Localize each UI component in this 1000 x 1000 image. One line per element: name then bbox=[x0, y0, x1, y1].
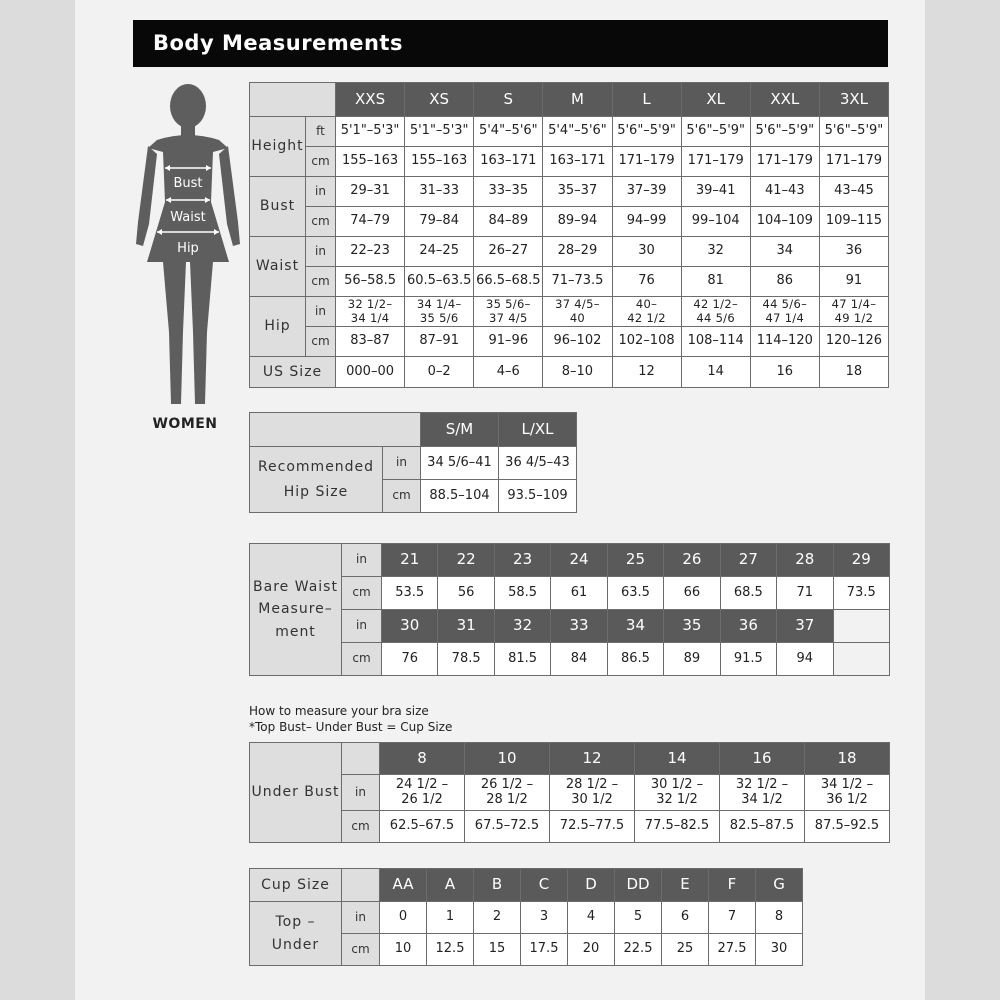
waist-value: 84 bbox=[551, 643, 607, 676]
page-title: Body Measurements bbox=[133, 20, 888, 67]
size-value: 12 bbox=[612, 357, 681, 388]
waist-value: 58.5 bbox=[494, 577, 550, 610]
size-value: 108–114 bbox=[681, 327, 750, 357]
size-row bbox=[250, 267, 889, 297]
size-value: 86 bbox=[750, 267, 819, 297]
hip-row bbox=[250, 447, 577, 480]
waist-value: 71 bbox=[777, 577, 833, 610]
waist-value: 26 bbox=[664, 544, 720, 577]
size-row-label: Bust bbox=[250, 177, 306, 237]
waist-value: 81.5 bbox=[494, 643, 550, 676]
size-value: 171–179 bbox=[819, 147, 888, 177]
size-value: 40– 42 1/2 bbox=[612, 297, 681, 327]
size-value: 34 bbox=[750, 237, 819, 267]
waist-row-label bbox=[250, 544, 342, 676]
size-row-label: US Size bbox=[250, 357, 336, 388]
size-value: 24–25 bbox=[405, 237, 474, 267]
size-value: 66.5–68.5 bbox=[474, 267, 543, 297]
waist-value: 86.5 bbox=[607, 643, 663, 676]
size-value: 104–109 bbox=[750, 207, 819, 237]
cup-size-table bbox=[249, 868, 803, 966]
size-header-m: M bbox=[543, 83, 612, 117]
cup-value: 1 bbox=[427, 902, 474, 934]
size-value: 31–33 bbox=[405, 177, 474, 207]
waist-value: 91.5 bbox=[720, 643, 776, 676]
size-value: 79–84 bbox=[405, 207, 474, 237]
waist-value: 63.5 bbox=[607, 577, 663, 610]
hip-header-blank bbox=[250, 413, 421, 447]
waist-value: 89 bbox=[664, 643, 720, 676]
unit-label: in bbox=[383, 447, 421, 480]
size-value: 114–120 bbox=[750, 327, 819, 357]
size-value: 18 bbox=[819, 357, 888, 388]
waist-row bbox=[250, 577, 890, 610]
unit-label: in bbox=[306, 297, 336, 327]
waist-row bbox=[250, 643, 890, 676]
under-bust-value: 30 1/2 – 32 1/2 bbox=[635, 775, 720, 811]
waist-label-line: Bare Waist bbox=[253, 579, 338, 596]
size-value: 89–94 bbox=[543, 207, 612, 237]
women-caption: WOMEN bbox=[152, 416, 218, 432]
waist-value: 28 bbox=[777, 544, 833, 577]
cup-value: 7 bbox=[709, 902, 756, 934]
waist-value: 21 bbox=[382, 544, 438, 577]
under-bust-value: 77.5–82.5 bbox=[635, 811, 720, 843]
top-under-line2: Under bbox=[271, 936, 320, 953]
hip-label-line1: Recommended bbox=[257, 459, 375, 476]
size-value: 120–126 bbox=[819, 327, 888, 357]
waist-value: 73.5 bbox=[833, 577, 890, 610]
waist-value: 23 bbox=[494, 544, 550, 577]
size-value: 56–58.5 bbox=[336, 267, 405, 297]
size-value: 5'1"–5'3" bbox=[336, 117, 405, 147]
size-value: 163–171 bbox=[474, 147, 543, 177]
hip-header-l-xl: L/XL bbox=[499, 413, 577, 447]
size-value: 5'6"–5'9" bbox=[681, 117, 750, 147]
size-header-row bbox=[250, 83, 889, 117]
size-row bbox=[250, 147, 889, 177]
size-value: 171–179 bbox=[750, 147, 819, 177]
women-body-figure-icon bbox=[133, 82, 243, 412]
size-value: 171–179 bbox=[612, 147, 681, 177]
cup-row bbox=[250, 902, 803, 934]
bra-size-note bbox=[249, 703, 452, 735]
cup-dd: DD bbox=[615, 869, 662, 902]
size-value: 8–10 bbox=[543, 357, 612, 388]
cup-value: 5 bbox=[615, 902, 662, 934]
hip-value: 93.5–109 bbox=[499, 480, 577, 513]
size-value: 36 bbox=[819, 237, 888, 267]
cup-value: 12.5 bbox=[427, 934, 474, 966]
size-row-label: Hip bbox=[250, 297, 306, 357]
under-bust-value: 32 1/2 – 34 1/2 bbox=[720, 775, 805, 811]
unit-label: cm bbox=[342, 811, 380, 843]
under-bust-size-12: 12 bbox=[550, 743, 635, 775]
waist-value: 78.5 bbox=[438, 643, 494, 676]
cup-value: 8 bbox=[756, 902, 803, 934]
unit-label: cm bbox=[342, 577, 382, 610]
waist-label: Waist bbox=[170, 210, 206, 225]
cup-value: 4 bbox=[568, 902, 615, 934]
size-value: 5'6"–5'9" bbox=[612, 117, 681, 147]
size-value: 74–79 bbox=[336, 207, 405, 237]
size-value: 32 1/2– 34 1/4 bbox=[336, 297, 405, 327]
cup-value: 6 bbox=[662, 902, 709, 934]
under-bust-value: 82.5–87.5 bbox=[720, 811, 805, 843]
size-value: 37 4/5– 40 bbox=[543, 297, 612, 327]
size-row-label: Waist bbox=[250, 237, 306, 297]
top-under-line1: Top – bbox=[275, 914, 316, 931]
cup-d: D bbox=[568, 869, 615, 902]
size-value: 155–163 bbox=[405, 147, 474, 177]
size-table bbox=[249, 82, 889, 388]
size-value: 16 bbox=[750, 357, 819, 388]
size-value: 35–37 bbox=[543, 177, 612, 207]
cup-a: A bbox=[427, 869, 474, 902]
size-row bbox=[250, 207, 889, 237]
under-bust-table bbox=[249, 742, 890, 843]
size-value: 26–27 bbox=[474, 237, 543, 267]
waist-value: 24 bbox=[551, 544, 607, 577]
cup-header-blank bbox=[342, 869, 380, 902]
waist-row bbox=[250, 544, 890, 577]
size-header-xxs: XXS bbox=[336, 83, 405, 117]
waist-value: 66 bbox=[664, 577, 720, 610]
unit-label: cm bbox=[383, 480, 421, 513]
cup-value: 25 bbox=[662, 934, 709, 966]
size-header-3xl: 3XL bbox=[819, 83, 888, 117]
size-value: 4–6 bbox=[474, 357, 543, 388]
hip-label-line2: Hip Size bbox=[283, 483, 349, 500]
waist-value: 30 bbox=[382, 610, 438, 643]
size-value: 171–179 bbox=[681, 147, 750, 177]
unit-label: in bbox=[342, 610, 382, 643]
cup-value: 22.5 bbox=[615, 934, 662, 966]
cup-value: 10 bbox=[380, 934, 427, 966]
top-under-label bbox=[250, 902, 342, 966]
under-bust-size-14: 14 bbox=[635, 743, 720, 775]
size-header-l: L bbox=[612, 83, 681, 117]
cup-f: F bbox=[709, 869, 756, 902]
size-row bbox=[250, 327, 889, 357]
under-bust-value: 24 1/2 – 26 1/2 bbox=[380, 775, 465, 811]
under-bust-value: 87.5–92.5 bbox=[805, 811, 890, 843]
size-header-xs: XS bbox=[405, 83, 474, 117]
size-row bbox=[250, 237, 889, 267]
hip-header-s-m: S/M bbox=[421, 413, 499, 447]
bra-note-line2: *Top Bust– Under Bust = Cup Size bbox=[249, 720, 453, 734]
cup-value: 20 bbox=[568, 934, 615, 966]
size-value: 94–99 bbox=[612, 207, 681, 237]
cup-c: C bbox=[521, 869, 568, 902]
waist-value: 94 bbox=[777, 643, 833, 676]
cup-value: 0 bbox=[380, 902, 427, 934]
waist-value: 31 bbox=[438, 610, 494, 643]
size-value: 91–96 bbox=[474, 327, 543, 357]
cup-value: 17.5 bbox=[521, 934, 568, 966]
size-value: 000–00 bbox=[336, 357, 405, 388]
size-value: 5'4"–5'6" bbox=[474, 117, 543, 147]
size-row bbox=[250, 357, 889, 388]
size-value: 32 bbox=[681, 237, 750, 267]
bra-note-line1: How to measure your bra size bbox=[249, 704, 429, 718]
size-value: 99–104 bbox=[681, 207, 750, 237]
size-value: 35 5/6– 37 4/5 bbox=[474, 297, 543, 327]
size-value: 163–171 bbox=[543, 147, 612, 177]
waist-value: 56 bbox=[438, 577, 494, 610]
size-value: 42 1/2– 44 5/6 bbox=[681, 297, 750, 327]
cup-size-label: Cup Size bbox=[250, 869, 342, 902]
size-header-blank bbox=[250, 83, 336, 117]
under-bust-header-row bbox=[250, 743, 890, 775]
hip-value: 34 5/6–41 bbox=[421, 447, 499, 480]
size-value: 28–29 bbox=[543, 237, 612, 267]
unit-label: cm bbox=[342, 934, 380, 966]
size-value: 91 bbox=[819, 267, 888, 297]
under-bust-value: 72.5–77.5 bbox=[550, 811, 635, 843]
size-header-xxl: XXL bbox=[750, 83, 819, 117]
size-value: 87–91 bbox=[405, 327, 474, 357]
under-bust-value: 28 1/2 – 30 1/2 bbox=[550, 775, 635, 811]
size-value: 0–2 bbox=[405, 357, 474, 388]
size-value: 41–43 bbox=[750, 177, 819, 207]
under-bust-size-16: 16 bbox=[720, 743, 805, 775]
size-header-xl: XL bbox=[681, 83, 750, 117]
size-header-s: S bbox=[474, 83, 543, 117]
under-bust-header-blank bbox=[342, 743, 380, 775]
waist-value: 36 bbox=[720, 610, 776, 643]
size-value: 81 bbox=[681, 267, 750, 297]
size-value: 22–23 bbox=[336, 237, 405, 267]
size-row-label: Height bbox=[250, 117, 306, 177]
cup-value: 30 bbox=[756, 934, 803, 966]
empty-cell bbox=[833, 643, 890, 676]
size-value: 14 bbox=[681, 357, 750, 388]
cup-value: 27.5 bbox=[709, 934, 756, 966]
under-bust-value: 34 1/2 – 36 1/2 bbox=[805, 775, 890, 811]
bare-waist-table bbox=[249, 543, 890, 676]
size-value: 84–89 bbox=[474, 207, 543, 237]
bust-label: Bust bbox=[173, 176, 203, 191]
cup-value: 3 bbox=[521, 902, 568, 934]
size-value: 30 bbox=[612, 237, 681, 267]
size-value: 109–115 bbox=[819, 207, 888, 237]
waist-label-line: ment bbox=[275, 623, 316, 640]
cup-header-row bbox=[250, 869, 803, 902]
size-value: 5'4"–5'6" bbox=[543, 117, 612, 147]
unit-label: in bbox=[342, 775, 380, 811]
cup-b: B bbox=[474, 869, 521, 902]
unit-label: cm bbox=[306, 147, 336, 177]
size-value: 96–102 bbox=[543, 327, 612, 357]
waist-row bbox=[250, 610, 890, 643]
hip-header-row bbox=[250, 413, 577, 447]
waist-value: 61 bbox=[551, 577, 607, 610]
hip-value: 88.5–104 bbox=[421, 480, 499, 513]
under-bust-size-10: 10 bbox=[465, 743, 550, 775]
unit-label: cm bbox=[306, 327, 336, 357]
unit-label: in bbox=[306, 237, 336, 267]
unit-label: cm bbox=[306, 207, 336, 237]
size-value: 44 5/6– 47 1/4 bbox=[750, 297, 819, 327]
waist-value: 32 bbox=[494, 610, 550, 643]
unit-label: cm bbox=[306, 267, 336, 297]
cup-e: E bbox=[662, 869, 709, 902]
cup-value: 2 bbox=[474, 902, 521, 934]
cup-aa: AA bbox=[380, 869, 427, 902]
under-bust-row bbox=[250, 775, 890, 811]
cup-value: 15 bbox=[474, 934, 521, 966]
under-bust-row bbox=[250, 811, 890, 843]
unit-label: cm bbox=[342, 643, 382, 676]
size-value: 47 1/4– 49 1/2 bbox=[819, 297, 888, 327]
waist-label-line: Measure– bbox=[258, 601, 333, 618]
unit-label: in bbox=[306, 177, 336, 207]
size-value: 155–163 bbox=[336, 147, 405, 177]
waist-value: 34 bbox=[607, 610, 663, 643]
size-row bbox=[250, 177, 889, 207]
under-bust-value: 26 1/2 – 28 1/2 bbox=[465, 775, 550, 811]
unit-label: in bbox=[342, 902, 380, 934]
waist-value: 76 bbox=[382, 643, 438, 676]
waist-value: 37 bbox=[777, 610, 833, 643]
size-value: 33–35 bbox=[474, 177, 543, 207]
size-value: 37–39 bbox=[612, 177, 681, 207]
size-value: 83–87 bbox=[336, 327, 405, 357]
size-value: 43–45 bbox=[819, 177, 888, 207]
hip-value: 36 4/5–43 bbox=[499, 447, 577, 480]
size-value: 102–108 bbox=[612, 327, 681, 357]
size-row bbox=[250, 297, 889, 327]
size-value: 76 bbox=[612, 267, 681, 297]
hip-label: Hip bbox=[177, 241, 199, 256]
waist-value: 25 bbox=[607, 544, 663, 577]
under-bust-label: Under Bust bbox=[250, 743, 342, 843]
size-value: 60.5–63.5 bbox=[405, 267, 474, 297]
under-bust-size-18: 18 bbox=[805, 743, 890, 775]
waist-value: 68.5 bbox=[720, 577, 776, 610]
under-bust-value: 67.5–72.5 bbox=[465, 811, 550, 843]
size-row bbox=[250, 117, 889, 147]
waist-value: 22 bbox=[438, 544, 494, 577]
size-value: 5'6"–5'9" bbox=[819, 117, 888, 147]
size-value: 29–31 bbox=[336, 177, 405, 207]
unit-label: ft bbox=[306, 117, 336, 147]
empty-cell bbox=[833, 610, 890, 643]
waist-value: 35 bbox=[664, 610, 720, 643]
waist-value: 27 bbox=[720, 544, 776, 577]
waist-value: 53.5 bbox=[382, 577, 438, 610]
size-value: 34 1/4– 35 5/6 bbox=[405, 297, 474, 327]
under-bust-value: 62.5–67.5 bbox=[380, 811, 465, 843]
hip-row-label bbox=[250, 447, 383, 513]
waist-value: 29 bbox=[833, 544, 890, 577]
size-value: 39–41 bbox=[681, 177, 750, 207]
waist-value: 33 bbox=[551, 610, 607, 643]
size-value: 5'1"–5'3" bbox=[405, 117, 474, 147]
size-value: 5'6"–5'9" bbox=[750, 117, 819, 147]
under-bust-size-8: 8 bbox=[380, 743, 465, 775]
unit-label: in bbox=[342, 544, 382, 577]
size-value: 71–73.5 bbox=[543, 267, 612, 297]
cup-g: G bbox=[756, 869, 803, 902]
recommended-hip-table bbox=[249, 412, 577, 513]
